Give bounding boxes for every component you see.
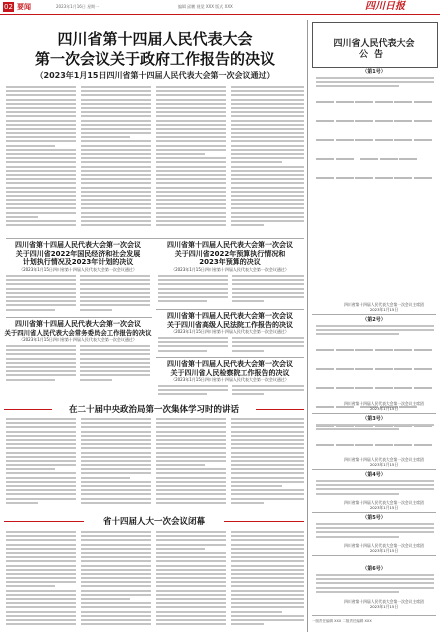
notice-body — [316, 325, 434, 337]
gazette-subtitle: 公告 — [358, 50, 389, 60]
page-date: 2023年1月16日 星期一 — [56, 4, 100, 9]
page-meta: 编辑 邱鹏 视觉 XXX 版式 XXX — [178, 4, 233, 9]
resolution-body — [158, 275, 228, 307]
notice-number: （第3号） — [362, 416, 386, 422]
resolution-body — [232, 385, 304, 397]
article-band-politburo — [4, 403, 304, 416]
notice-name-list — [316, 434, 434, 456]
main-headline-line2: 第一次会议关于政府工作报告的决议 — [34, 50, 275, 68]
resolution-date: （2023年1月15日四川省第十四届人民代表大会第一次会议通过） — [171, 377, 289, 382]
band-rule-right — [256, 409, 304, 410]
notice-number: （第2号） — [362, 317, 386, 323]
notice-signature: 四川省第十四届人民代表大会第一次会议主席团 — [344, 457, 424, 462]
main-headline-subtitle: （2023年1月15日四川省第十四届人民代表大会第一次会议通过） — [35, 71, 275, 80]
resolution-body — [80, 275, 150, 315]
resolution-date: （2023年1月15日四川省第十四届人民代表大会第一次会议通过） — [171, 267, 289, 272]
notice-body — [316, 424, 434, 432]
section-divider — [156, 357, 304, 358]
notice-date: 2023年1月15日 — [369, 548, 399, 553]
notice-signature: 四川省第十四届人民代表大会第一次会议主席团 — [344, 401, 424, 406]
footer-divider — [312, 615, 436, 616]
article-headline: 在二十届中央政治局第一次集体学习时的讲话 — [68, 405, 239, 415]
column-divider — [307, 20, 308, 632]
newspaper-masthead: 四川日报 — [365, 1, 405, 12]
article-body-column — [6, 86, 76, 236]
notice-body — [316, 480, 434, 498]
notice-date: 2023年1月15日 — [369, 406, 399, 411]
article-band-closing — [4, 515, 304, 528]
section-divider — [6, 238, 304, 239]
resolution-title-line1: 四川省第十四届人民代表大会第一次会议 — [167, 312, 293, 320]
resolution-title-line2: 关于四川省人民检察院工作报告的决议 — [170, 368, 290, 377]
notice-number: （第1号） — [362, 69, 386, 75]
resolution-body — [232, 337, 304, 355]
article-body-column — [231, 86, 304, 236]
notice-date: 2023年1月15日 — [369, 505, 399, 510]
notice-body — [316, 574, 434, 596]
notice-signature: 四川省第十四届人民代表大会第一次会议主席团 — [344, 543, 424, 548]
resolution-date: （2023年1月15日四川省第十四届人民代表大会第一次会议通过） — [19, 267, 137, 272]
resolution-title-line1: 四川省第十四届人民代表大会第一次会议 — [167, 360, 293, 368]
notice-divider — [312, 413, 436, 414]
resolution-body — [80, 345, 150, 385]
notice-number: （第5号） — [362, 515, 386, 521]
article-body-column — [231, 531, 304, 631]
resolution-title-line2: 关于四川省人民代表大会常务委员会工作报告的决议 — [4, 328, 152, 337]
resolution-body — [6, 275, 76, 315]
notice-date: 2023年1月15日 — [369, 462, 399, 467]
resolution-date: （2023年1月15日四川省第十四届人民代表大会第一次会议通过） — [171, 329, 289, 334]
notice-date: 2023年1月15日 — [369, 307, 399, 312]
notice-signature: 四川省第十四届人民代表大会第一次会议主席团 — [344, 302, 424, 307]
notice-date: 2023年1月15日 — [369, 604, 399, 609]
resolution-title-line1: 四川省第十四届人民代表大会第一次会议 — [15, 320, 141, 328]
resolution-title-line2: 关于四川省2022年国民经济和社会发展 — [15, 249, 141, 258]
page-footer-credits: 一版责任编辑 XXX 二版责任编辑 XXX — [312, 619, 372, 623]
section-divider — [6, 317, 152, 318]
article-body-column — [156, 418, 226, 510]
notice-divider — [312, 512, 436, 513]
resolution-body — [232, 275, 304, 307]
resolution-title-line2: 关于四川省高级人民法院工作报告的决议 — [167, 320, 293, 329]
article-body-column — [156, 86, 226, 236]
article-body-column — [6, 531, 76, 631]
page-section-name: 要闻 — [17, 3, 31, 11]
main-headline-line1: 四川省第十四届人民代表大会 — [57, 30, 253, 48]
article-body-column — [156, 531, 226, 631]
resolution-date: （2023年1月15日四川省第十四届人民代表大会第一次会议通过） — [19, 337, 137, 342]
resolution-title-line1: 四川省第十四届人民代表大会第一次会议 — [15, 241, 141, 249]
notice-signature: 四川省第十四届人民代表大会第一次会议主席团 — [344, 500, 424, 505]
resolution-body — [6, 345, 76, 385]
article-body-column — [81, 531, 151, 631]
section-divider — [156, 309, 304, 310]
notice-signature: 四川省第十四届人民代表大会第一次会议主席团 — [344, 599, 424, 604]
notice-divider — [312, 469, 436, 470]
article-body-column — [81, 86, 151, 236]
notice-name-list — [316, 91, 434, 196]
notice-divider — [312, 314, 436, 315]
article-headline: 省十四届人大一次会议闭幕 — [102, 517, 205, 527]
notice-body — [316, 523, 434, 541]
notice-body — [316, 77, 434, 89]
article-body-column — [6, 418, 76, 510]
resolution-title-line3: 计划执行情况及2023年计划的决议 — [22, 258, 134, 266]
page-number: 02 — [4, 3, 13, 11]
article-body-column — [81, 418, 151, 510]
resolution-title-line1: 四川省第十四届人民代表大会第一次会议 — [167, 241, 293, 249]
resolution-title-line2: 关于四川省2022年预算执行情况和 — [174, 249, 286, 258]
resolution-body — [158, 337, 228, 355]
notice-number: （第6号） — [362, 566, 386, 572]
band-rule-right — [224, 521, 304, 522]
resolution-body — [158, 385, 228, 397]
notice-divider — [312, 555, 436, 556]
gazette-title: 四川省人民代表大会 — [333, 39, 415, 49]
resolution-title-line3: 2023年预算的决议 — [199, 258, 261, 266]
notice-number: （第4号） — [362, 472, 386, 478]
article-body-column — [231, 418, 304, 510]
